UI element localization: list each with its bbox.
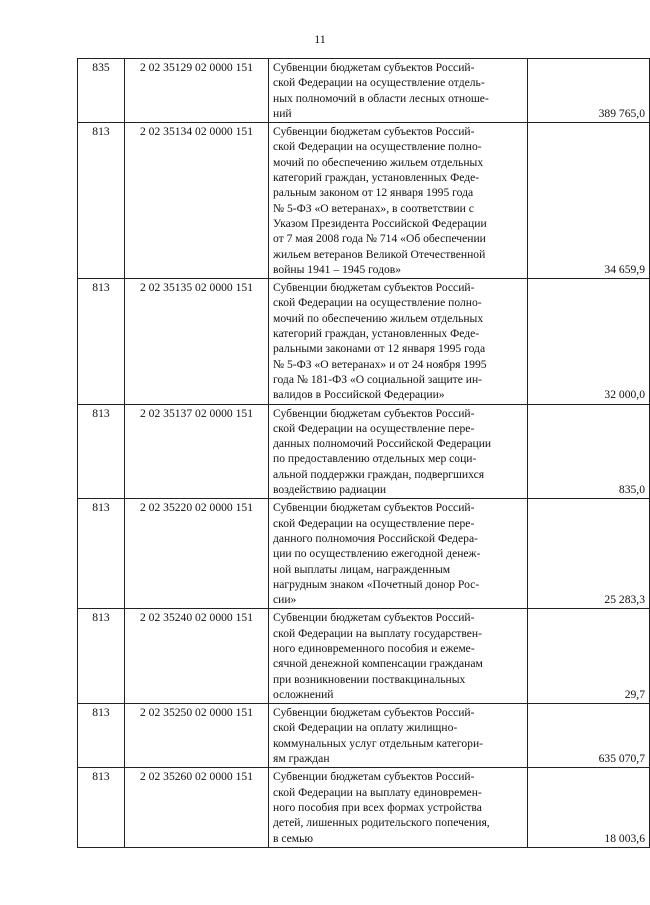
admin-code-cell: 813 [78, 704, 125, 768]
revenue-name-line: ний [273, 106, 292, 120]
revenue-name-line: валидов в Российской Федерации» [273, 388, 445, 402]
revenue-name-cell [269, 404, 528, 499]
revenue-name-line: по предоставлению отдельных мер соци- [273, 452, 477, 466]
amount-cell: 18 003,6 [528, 768, 650, 847]
revenue-name-line: Субвенции бюджетам субъектов Россий- [273, 281, 475, 295]
table-row [78, 279, 650, 404]
revenue-name-cell [269, 768, 528, 847]
amount-cell: 835,0 [528, 404, 650, 499]
revenue-name-line: жильем ветеранов Великой Отечественной [273, 247, 486, 261]
revenue-name-cell [269, 59, 528, 123]
amount-cell: 635 070,7 [528, 704, 650, 768]
revenue-name-line: ральными законами от 12 января 1995 года [273, 342, 486, 356]
revenue-name-line: ской Федерации на оплату жилищно- [273, 721, 458, 735]
revenue-name-line: детей, лишенных родительского попечения, [273, 816, 490, 830]
revenue-name-line: ного единовременного пособия и ежеме- [273, 641, 475, 655]
admin-code-cell: 835 [78, 59, 125, 123]
budget-classification-code-cell: 2 02 35135 02 0000 151 [125, 279, 269, 404]
revenue-name-line: № 5-ФЗ «О ветеранах» и от 24 ноября 1995 [273, 357, 487, 371]
table-row [78, 404, 650, 499]
revenue-name-line: ской Федерации на осуществление полно- [273, 296, 482, 310]
table-row [78, 609, 650, 704]
revenue-name-line: года № 181-ФЗ «О социальной защите ин- [273, 372, 483, 386]
amount-cell: 34 659,9 [528, 123, 650, 279]
revenue-name-line: ции по осуществлению ежегодной денеж- [273, 547, 481, 561]
revenue-name-line: ской Федерации на выплату государствен- [273, 626, 482, 640]
revenue-name-line: при возникновении поствакцинальных [273, 672, 466, 686]
revenue-name-line: ральным законом от 12 января 1995 года [273, 186, 474, 200]
table-row [78, 123, 650, 279]
budget-classification-code-cell: 2 02 35137 02 0000 151 [125, 404, 269, 499]
revenue-name-line: Указом Президента Российской Федерации [273, 216, 487, 230]
revenue-name-line: ской Федерации на осуществление пере- [273, 421, 475, 435]
budget-classification-code-cell: 2 02 35250 02 0000 151 [125, 704, 269, 768]
revenue-name-line: войны 1941 – 1945 годов» [273, 262, 402, 276]
amount-cell: 29,7 [528, 609, 650, 704]
admin-code-cell: 813 [78, 499, 125, 609]
revenue-name-line: Субвенции бюджетам субъектов Россий- [273, 501, 475, 515]
table-body [78, 59, 650, 848]
revenue-name-line: сячной денежной компенсации гражданам [273, 657, 483, 671]
revenue-name-cell [269, 123, 528, 279]
amount-cell: 25 283,3 [528, 499, 650, 609]
table-row [78, 768, 650, 847]
admin-code-cell: 813 [78, 609, 125, 704]
page-number: 11 [314, 32, 326, 46]
revenue-name-cell [269, 609, 528, 704]
budget-classification-code-cell: 2 02 35240 02 0000 151 [125, 609, 269, 704]
revenue-name-line: ской Федерации на осуществление отдель- [273, 76, 485, 90]
budget-classification-code-cell: 2 02 35134 02 0000 151 [125, 123, 269, 279]
revenue-name-line: альной поддержки граждан, подвергшихся [273, 467, 485, 481]
revenue-name-line: коммунальных услуг отдельным категори- [273, 736, 484, 750]
amount-cell: 32 000,0 [528, 279, 650, 404]
revenue-name-line: Субвенции бюджетам субъектов Россий- [273, 770, 475, 784]
revenue-name-line: ного пособия при всех формах устройства [273, 800, 482, 814]
budget-revenue-table [77, 58, 650, 848]
admin-code-cell: 813 [78, 404, 125, 499]
revenue-name-line: ных полномочий в области лесных отноше- [273, 91, 489, 105]
table-row [78, 499, 650, 609]
table-row [78, 59, 650, 123]
admin-code-cell: 813 [78, 279, 125, 404]
budget-classification-code-cell: 2 02 35129 02 0000 151 [125, 59, 269, 123]
revenue-name-line: мочий по обеспечению жильем отдельных [273, 155, 484, 169]
budget-classification-code-cell: 2 02 35260 02 0000 151 [125, 768, 269, 847]
table-row [78, 704, 650, 768]
revenue-name-line: ям граждан [273, 752, 330, 766]
revenue-name-line: от 7 мая 2008 года № 714 «Об обеспечении [273, 232, 486, 246]
revenue-name-line: ной выплаты лицам, награжденным [273, 562, 451, 576]
admin-code-cell: 813 [78, 123, 125, 279]
revenue-name-line: в семью [273, 831, 314, 845]
revenue-name-line: воздействию радиации [273, 483, 387, 497]
revenue-name-line: Субвенции бюджетам субъектов Россий- [273, 611, 475, 625]
revenue-name-line: ской Федерации на осуществление пере- [273, 516, 475, 530]
revenue-name-line: Субвенции бюджетам субъектов Россий- [273, 706, 475, 720]
revenue-name-line: нагрудным знаком «Почетный донор Рос- [273, 577, 480, 591]
revenue-name-cell [269, 279, 528, 404]
revenue-name-cell [269, 704, 528, 768]
revenue-name-cell [269, 499, 528, 609]
budget-classification-code-cell: 2 02 35220 02 0000 151 [125, 499, 269, 609]
admin-code-cell: 813 [78, 768, 125, 847]
revenue-name-line: осложнений [273, 687, 334, 701]
revenue-name-line: ской Федерации на выплату единовремен- [273, 785, 482, 799]
revenue-name-line: мочий по обеспечению жильем отдельных [273, 311, 484, 325]
revenue-name-line: Субвенции бюджетам субъектов Россий- [273, 125, 475, 139]
amount-cell: 389 765,0 [528, 59, 650, 123]
revenue-name-line: ской Федерации на осуществление полно- [273, 140, 482, 154]
revenue-name-line: данного полномочия Российской Федера- [273, 531, 478, 545]
revenue-name-line: категорий граждан, установленных Феде- [273, 171, 480, 185]
revenue-name-line: категорий граждан, установленных Феде- [273, 327, 480, 341]
revenue-name-line: № 5-ФЗ «О ветеранах», в соответствии с [273, 201, 474, 215]
revenue-name-line: сии» [273, 593, 297, 607]
revenue-name-line: Субвенции бюджетам субъектов Россий- [273, 61, 475, 74]
revenue-name-line: Субвенции бюджетам субъектов Россий- [273, 406, 475, 420]
revenue-name-line: данных полномочий Российской Федерации [273, 437, 492, 451]
